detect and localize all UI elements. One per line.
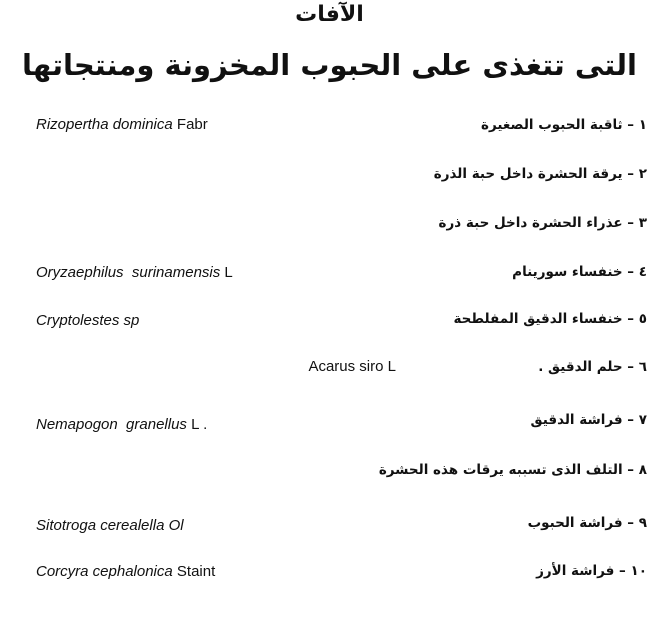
item-4-latin bbox=[36, 264, 233, 281]
page-title: الآفات bbox=[295, 2, 364, 27]
item-5-latin bbox=[36, 312, 139, 329]
item-7-latin bbox=[36, 416, 207, 433]
item-10-arabic: ١٠ – فراشة الأرز bbox=[536, 563, 647, 579]
item-8-arabic: ٨ – التلف الذى تسببه يرقات هذه الحشرة bbox=[378, 462, 647, 478]
page-subtitle: التى تتغذى على الحبوب المخزونة ومنتجاتها bbox=[22, 48, 637, 82]
item-10-latin-roman: Staint bbox=[176, 563, 216, 580]
item-5-latin-italic: Cryptolestes sp bbox=[36, 312, 140, 329]
item-4-latin-italic: Oryzaephilus surinamensis bbox=[36, 264, 221, 281]
item-2-arabic: ٢ – يرقة الحشرة داخل حبة الذرة bbox=[433, 166, 647, 182]
item-4-arabic: ٤ – خنفساء سورينام bbox=[512, 264, 647, 280]
item-6-latin-roman: Acarus siro L bbox=[308, 358, 396, 375]
item-1-latin-italic: Rizopertha dominica bbox=[36, 116, 173, 133]
item-1-latin bbox=[36, 116, 208, 133]
item-9-latin bbox=[36, 517, 184, 534]
item-7-arabic: ٧ – فراشة الدقيق bbox=[530, 412, 647, 428]
item-7-latin-roman: L . bbox=[191, 416, 208, 433]
item-7-latin-italic: Nemapogon granellus bbox=[36, 416, 187, 433]
item-3-arabic: ٣ – عذراء الحشرة داخل حبة ذرة bbox=[438, 215, 647, 231]
item-4-latin-roman: L bbox=[224, 264, 233, 281]
item-10-latin bbox=[36, 563, 215, 580]
item-5-arabic: ٥ – خنفساء الدقيق المفلطحة bbox=[453, 311, 647, 327]
item-1-arabic: ١ – ثاقبة الحبوب الصغيرة bbox=[481, 117, 647, 133]
item-9-latin-italic: Sitotroga cerealella Ol bbox=[36, 517, 184, 534]
item-9-arabic: ٩ – فراشة الحبوب bbox=[527, 515, 647, 531]
item-6-latin bbox=[308, 358, 396, 375]
item-1-latin-roman: Fabr bbox=[176, 116, 208, 133]
item-10-latin-italic: Corcyra cephalonica bbox=[36, 563, 173, 580]
item-6-arabic: ٦ – حلم الدقيق . bbox=[538, 359, 647, 375]
